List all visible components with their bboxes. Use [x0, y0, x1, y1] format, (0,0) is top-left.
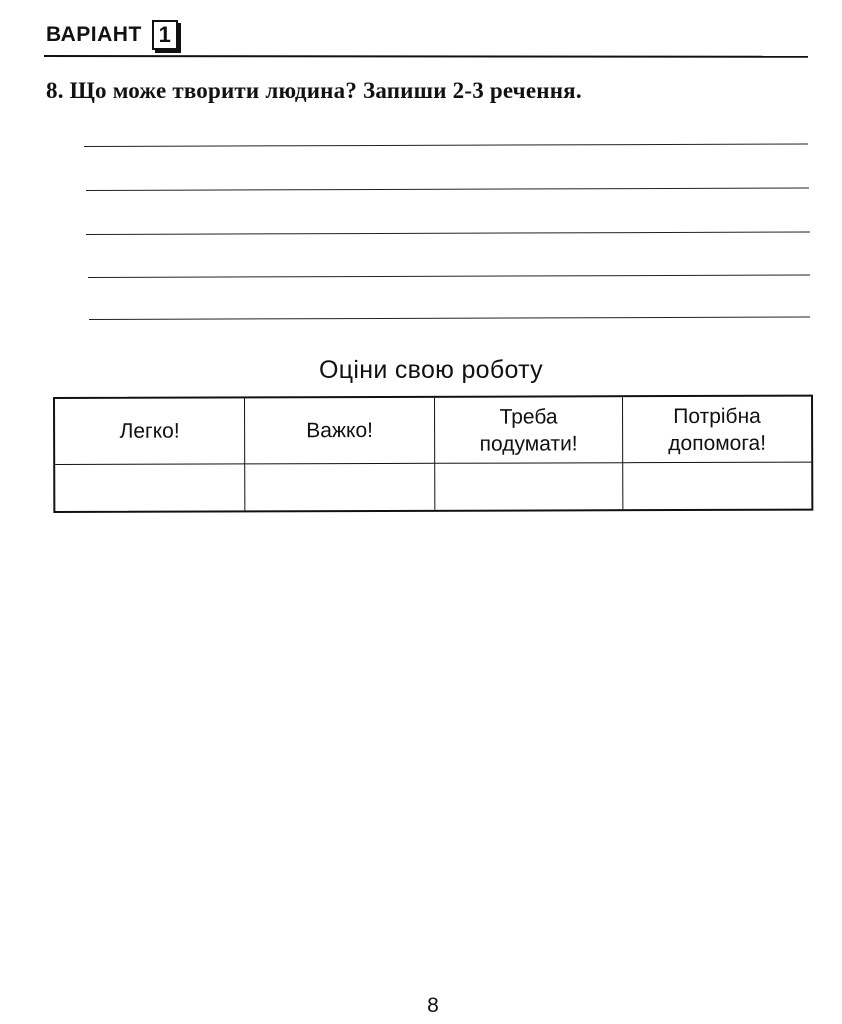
mark-cell-think[interactable]: [435, 463, 623, 510]
self-assessment-title: Оціни свою роботу: [319, 356, 543, 384]
option-label-help: Потрібна допомога!: [668, 404, 767, 455]
answer-line-5[interactable]: [89, 316, 810, 320]
answer-line-4[interactable]: [88, 274, 810, 278]
variant-header: [46, 20, 178, 50]
option-label-easy: Легко!: [119, 419, 180, 443]
answer-line-2[interactable]: [86, 187, 809, 191]
answer-line-3[interactable]: [86, 231, 810, 235]
header-divider: [44, 55, 808, 58]
mark-cell-easy[interactable]: [55, 464, 245, 511]
mark-cell-help[interactable]: [623, 463, 811, 510]
variant-label: ВАРІАНТ: [46, 23, 142, 46]
option-label-think: Треба подумати!: [479, 404, 578, 456]
option-header-think: [435, 397, 623, 464]
page-number: 8: [427, 994, 439, 1017]
mark-cell-hard[interactable]: [245, 464, 435, 511]
option-label-hard: Важко!: [306, 418, 373, 443]
self-assessment-table: [53, 395, 813, 513]
option-header-easy: [55, 398, 245, 465]
variant-number-box: 1: [152, 20, 178, 50]
task-question: 8. Що може творити людина? Запиши 2-3 речення.: [46, 78, 582, 103]
option-header-hard: [245, 398, 435, 465]
option-header-help: [623, 397, 811, 464]
answer-line-1[interactable]: [84, 143, 808, 147]
